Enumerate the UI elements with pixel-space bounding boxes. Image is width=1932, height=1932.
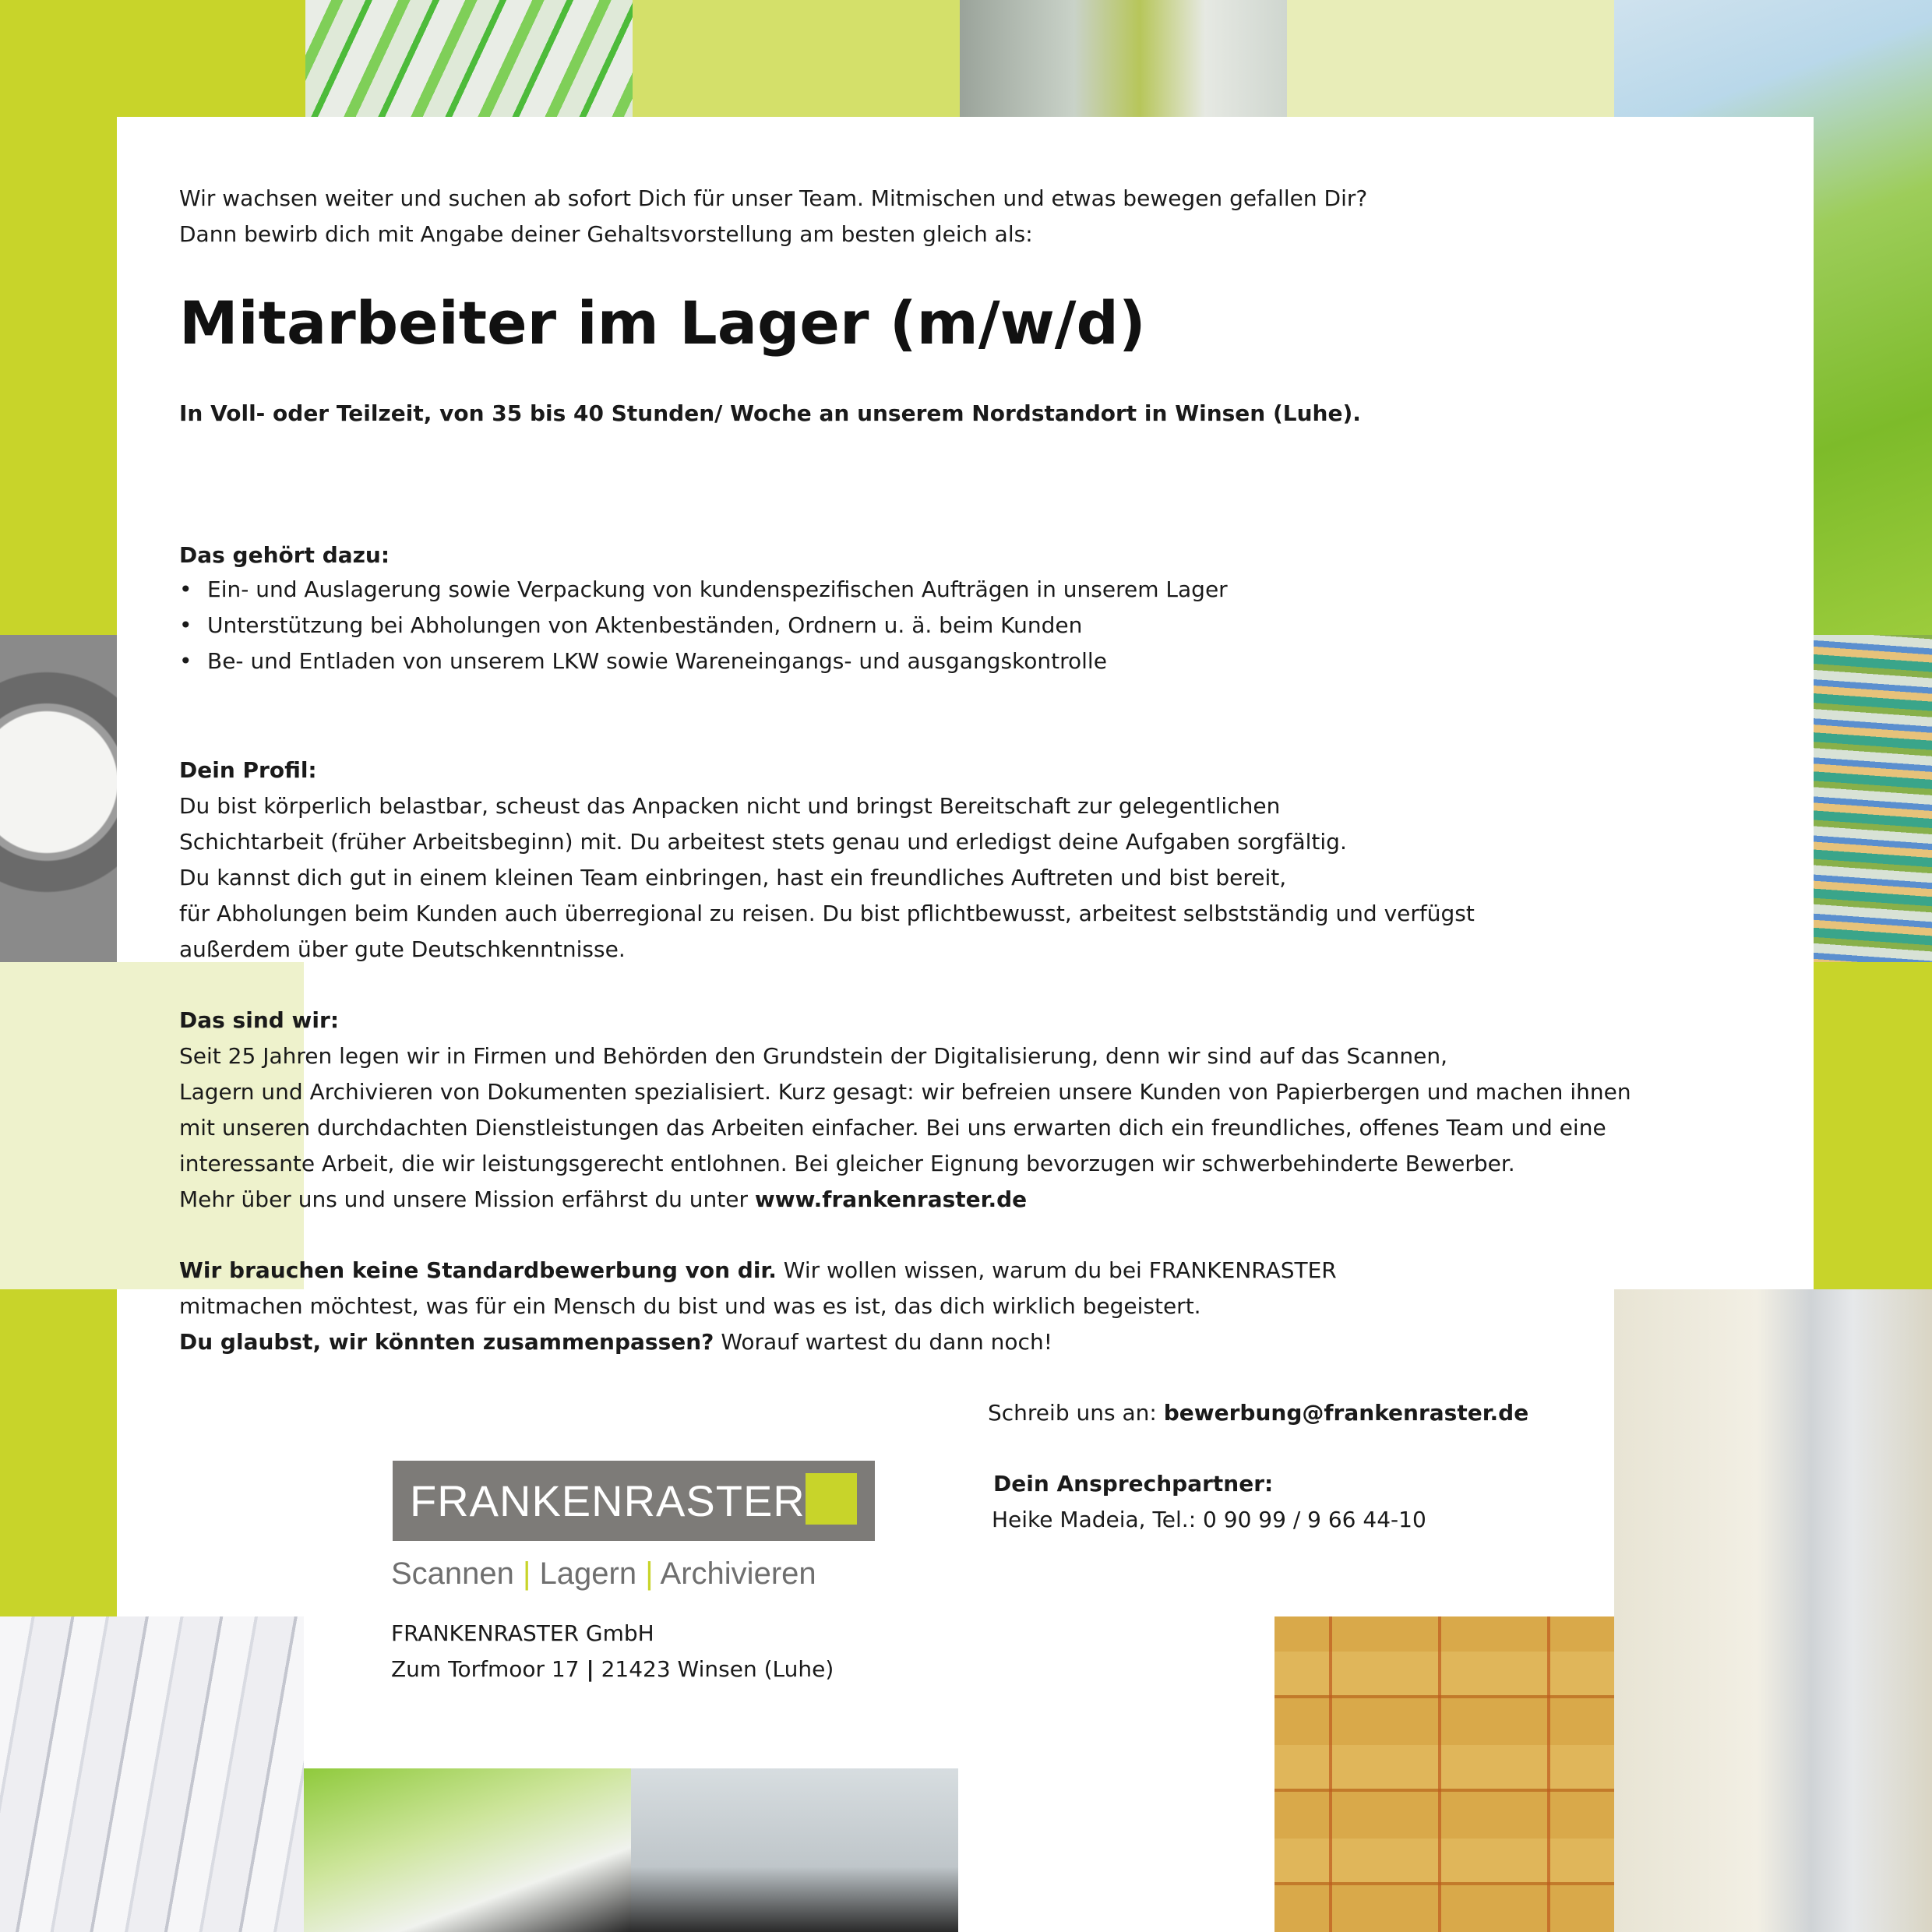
closing-text: Worauf wartest du dann noch! <box>714 1329 1052 1355</box>
email-link[interactable]: bewerbung@frankenraster.de <box>1163 1400 1529 1426</box>
street: Zum Torfmoor 17 <box>391 1656 580 1682</box>
job-subtitle: In Voll- oder Teilzeit, von 35 bis 40 Stunden/ Woche an unserem Nordstandort in Winsen (Luhe). <box>179 400 1361 426</box>
contact-email-line <box>988 1395 1528 1431</box>
about-line: Lagern und Archivieren von Dokumenten spezialisiert. Kurz gesagt: wir befreien unsere Kunden von Papierbergen und machen ihnen <box>179 1079 1631 1105</box>
job-title: Mitarbeiter im Lager (m/w/d) <box>179 288 1146 358</box>
color-tile <box>0 117 117 635</box>
tagline-separator: | <box>523 1557 531 1591</box>
color-tile <box>1814 962 1932 1289</box>
photo-hygrometer <box>0 635 117 962</box>
address-separator: | <box>586 1656 594 1682</box>
city: 21423 Winsen (Luhe) <box>601 1656 834 1682</box>
intro-line: Dann bewirb dich mit Angabe deiner Gehaltsvorstellung am besten gleich als: <box>179 221 1033 247</box>
about-line: interessante Arbeit, die wir leistungsgerecht entlohnen. Bei gleicher Eignung bevorzugen wir schwerbehinderte Bewerber. <box>179 1151 1515 1176</box>
logo-tagline <box>391 1554 816 1593</box>
profile-line: Du kannst dich gut in einem kleinen Team einbringen, hast ein freundliches Auftreten und bist bereit, <box>179 865 1287 890</box>
closing-bold: Wir brauchen keine Standardbewerbung von dir. <box>179 1257 777 1283</box>
list-item: • Ein- und Auslagerung sowie Verpackung von kundenspezifischen Aufträgen in unserem Lager <box>179 572 1228 608</box>
about-line: Seit 25 Jahren legen wir in Firmen und Behörden den Grundstein der Digitalisierung, denn wir sind auf das Scannen, <box>179 1043 1448 1069</box>
closing-text: Wir wollen wissen, warum du bei FRANKENRASTER <box>776 1257 1337 1283</box>
color-tile <box>633 0 960 117</box>
photo-desk-lamp <box>631 1768 958 1932</box>
photo-office-person <box>960 0 1287 117</box>
color-tile <box>0 1289 117 1616</box>
logo-square-icon <box>806 1473 857 1525</box>
photo-paper-stack <box>0 1616 304 1932</box>
tasks-heading: Das gehört dazu: <box>179 542 390 568</box>
profile-line: Schichtarbeit (früher Arbeitsbeginn) mit. Du arbeitest stets genau und erledigst deine Aufgaben sorgfältig. <box>179 829 1347 855</box>
list-item: • Unterstützung bei Abholungen von Aktenbeständen, Ordnern u. ä. beim Kunden <box>179 608 1228 643</box>
closing-line <box>179 1324 1052 1360</box>
closing-line: mitmachen möchtest, was für ein Mensch du bist und was es ist, das dich wirklich begeistert. <box>179 1293 1201 1319</box>
intro-line: Wir wachsen weiter und suchen ab sofort Dich für unser Team. Mitmischen und etwas bewegen gefallen Dir? <box>179 185 1368 211</box>
about-line: mit unseren durchdachten Dienstleistungen das Arbeiten einfacher. Bei uns erwarten dich ein freundliches, offenes Team und eine <box>179 1115 1606 1141</box>
tagline-item: Lagern <box>539 1557 637 1591</box>
color-tile <box>0 0 305 117</box>
tagline-item: Archivieren <box>660 1557 816 1591</box>
closing-bold: Du glaubst, wir könnten zusammenpassen? <box>179 1329 714 1355</box>
company-address <box>391 1652 834 1687</box>
tasks-list <box>179 572 1228 679</box>
profile-line: außerdem über gute Deutschkenntnisse. <box>179 936 626 962</box>
website-link[interactable]: www.frankenraster.de <box>754 1186 1028 1212</box>
about-heading: Das sind wir: <box>179 1007 340 1033</box>
floor-plan-lines <box>1274 1616 1614 1932</box>
mission-line <box>179 1182 1027 1218</box>
company-logo <box>393 1461 875 1541</box>
tagline-item: Scannen <box>391 1557 514 1591</box>
profile-heading: Dein Profil: <box>179 757 317 783</box>
color-tile <box>1287 0 1614 117</box>
profile-line: Du bist körperlich belastbar, scheust das Anpacken nicht und bringst Bereitschaft zur gelegentlichen <box>179 793 1281 819</box>
profile-line: für Abholungen beim Kunden auch überregional zu reisen. Du bist pflichtbewusst, arbeitest selbstständig und verfügst <box>179 901 1475 926</box>
photo-desk <box>304 1768 631 1932</box>
photo-file-tabs <box>1614 1289 1932 1932</box>
tagline-separator: | <box>645 1557 654 1591</box>
email-prefix: Schreib uns an: <box>988 1400 1164 1426</box>
contact-person: Heike Madeia, Tel.: 0 90 99 / 9 66 44-10 <box>992 1507 1426 1532</box>
list-item: • Be- und Entladen von unserem LKW sowie Wareneingangs- und ausgangskontrolle <box>179 643 1228 679</box>
closing-line <box>179 1253 1337 1289</box>
company-name: FRANKENRASTER GmbH <box>391 1620 654 1646</box>
mission-prefix: Mehr über uns und unsere Mission erfährst du unter <box>179 1186 755 1212</box>
logo-wordmark: FRANKENRASTER <box>410 1476 806 1525</box>
photo-green-folders <box>305 0 633 117</box>
contact-heading: Dein Ansprechpartner: <box>993 1471 1274 1497</box>
